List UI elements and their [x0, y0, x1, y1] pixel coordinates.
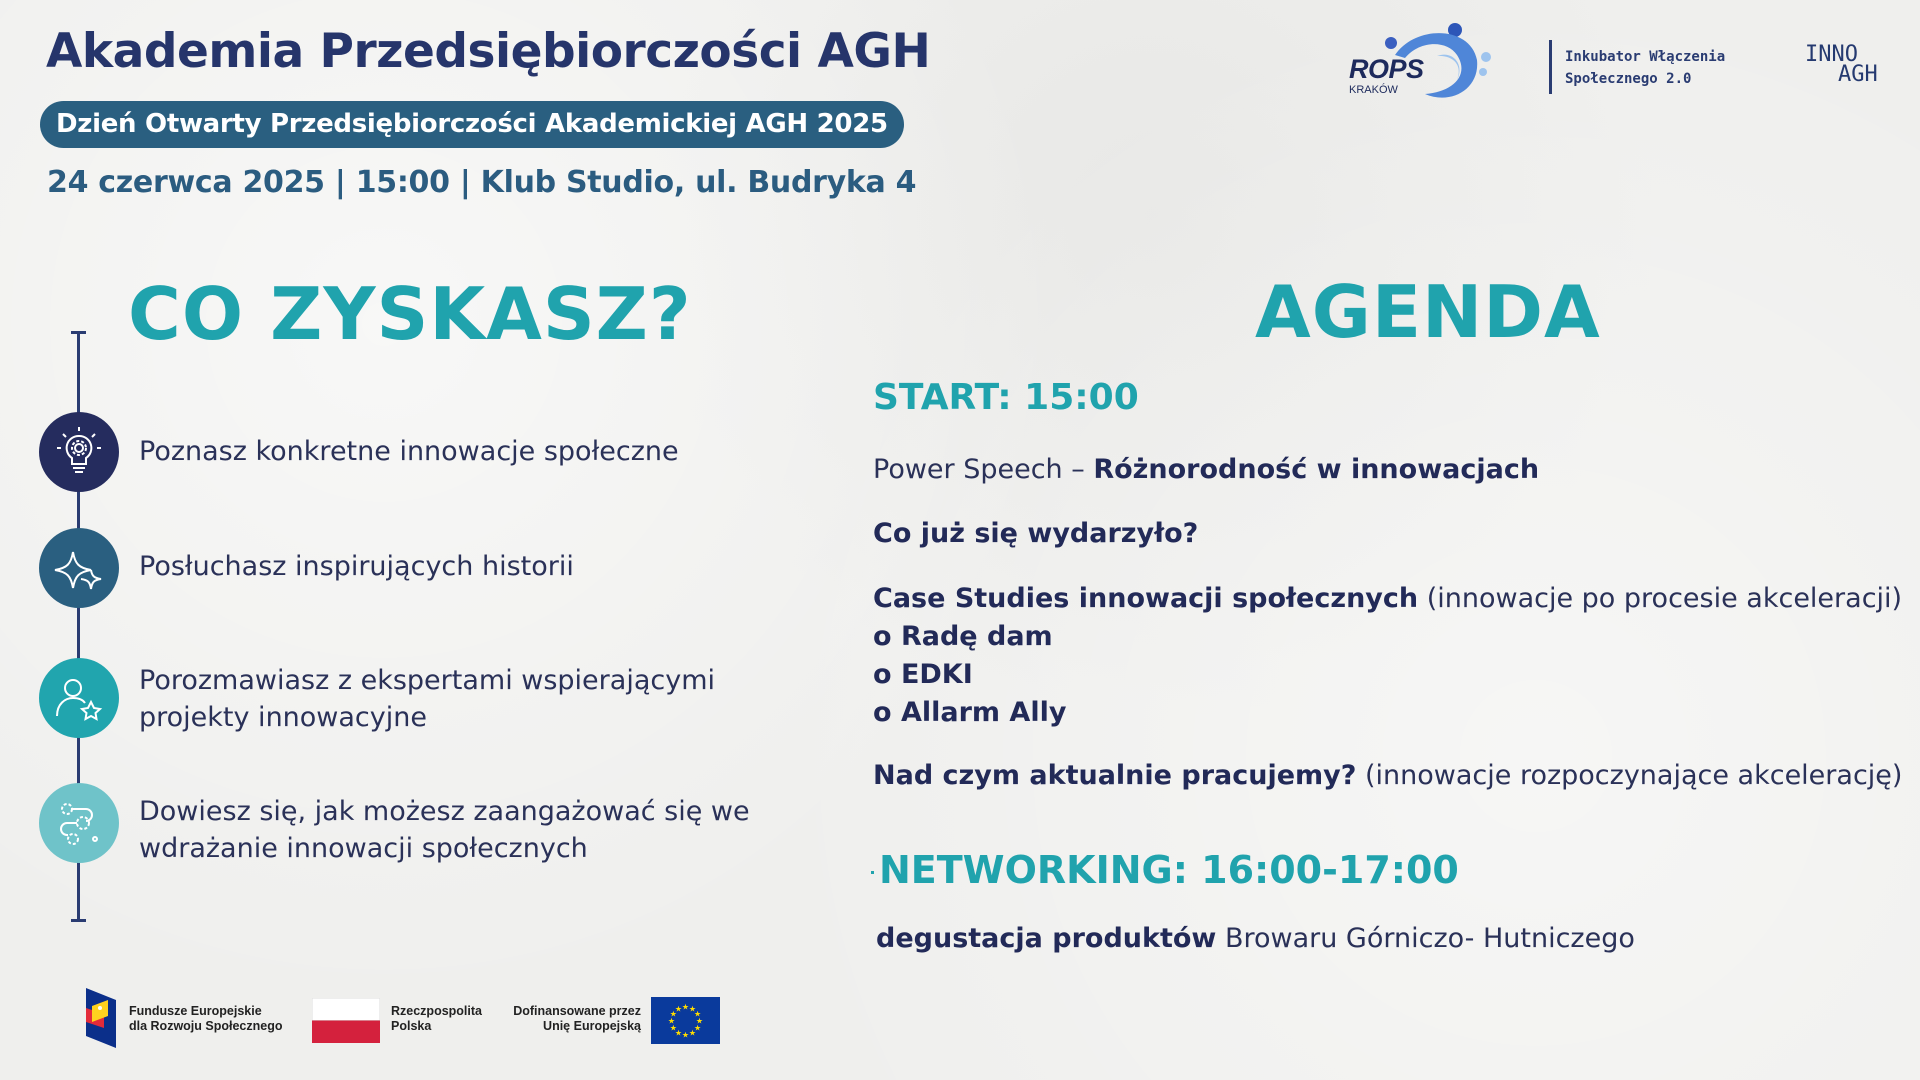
inno-agh-logo-top: INNO: [1805, 42, 1858, 67]
decorative-dot: [871, 871, 874, 874]
poland-logo-text: Rzeczpospolita Polska: [391, 1004, 482, 1033]
rops-logo: [1345, 20, 1495, 102]
inno-agh-logo-bottom: AGH: [1838, 62, 1878, 87]
agenda-item-case-studies: [873, 580, 1902, 618]
page-title: Akademia Przedsiębiorczości AGH: [46, 24, 931, 79]
benefit-icon-circle: [39, 528, 119, 608]
inno-agh-logo: [1805, 42, 1905, 90]
eu-star-icon: ★: [681, 1030, 690, 1040]
what-happened-label: Co już się wydarzyło?: [873, 518, 1199, 549]
benefit-text: Dowiesz się, jak możesz zaangażować się we wdrażanie innowacji społecznych: [139, 796, 750, 864]
tasting-detail: Browaru Górniczo- Hutniczego: [1216, 923, 1635, 954]
event-subtitle-badge: Dzień Otwarty Przedsiębiorczości Akademickiej AGH 2025: [40, 101, 904, 148]
eu-star-icon: ★: [669, 1009, 677, 1019]
benefit-icon-circle: [39, 658, 119, 738]
benefit-text: Poznasz konkretne innowacje społeczne: [139, 436, 679, 467]
benefit-icon-circle: [39, 412, 119, 492]
eu-star-icon: ★: [681, 1002, 690, 1012]
benefits-title: CO ZYSKASZ?: [128, 272, 692, 356]
timeline-cap-top: [71, 331, 86, 334]
eu-star-icon: ★: [669, 1023, 677, 1033]
eu-star-icon: ★: [688, 1004, 697, 1014]
eu-star-icon: ★: [674, 1028, 683, 1038]
logo-divider: [1549, 40, 1552, 94]
eu-star-icon: ★: [694, 1009, 702, 1019]
fundusze-europejskie-logo: [86, 988, 116, 1048]
agenda-title: AGENDA: [1255, 270, 1601, 354]
eu-logo-text: Dofinansowane przez Unię Europejską: [513, 1004, 641, 1033]
eu-flag-icon: [651, 997, 720, 1044]
eu-star-icon: ★: [667, 1016, 676, 1026]
agenda-networking-time: NETWORKING: 16:00-17:00: [879, 848, 1459, 892]
lightbulb-gear-icon: [51, 424, 107, 480]
benefit-text: Porozmawiasz z ekspertami wspierającymi projekty innowacyjne: [139, 665, 715, 733]
agenda-item-what-happened: [873, 515, 1198, 553]
power-speech-prefix: Power Speech –: [873, 454, 1094, 485]
eu-star-icon: ★: [694, 1023, 702, 1033]
eu-star-icon: ★: [695, 1016, 704, 1026]
user-star-icon: [51, 670, 107, 726]
sparkles-icon: [51, 540, 107, 596]
agenda-start-time: START: 15:00: [873, 377, 1139, 418]
poland-flag-icon: [312, 998, 380, 1043]
fe-logo-text: Fundusze Europejskie dla Rozwoju Społecznego: [129, 1004, 283, 1033]
case-studies-note: (innowacje po procesie akceleracji): [1418, 583, 1903, 614]
timeline-cap-bottom: [71, 919, 86, 922]
eu-star-icon: ★: [688, 1028, 697, 1038]
agenda-item-power-speech: [873, 451, 1539, 489]
event-date-location: 24 czerwca 2025 | 15:00 | Klub Studio, ul. Budryka 4: [47, 165, 917, 200]
benefit-text: Posłuchasz inspirujących historii: [139, 551, 574, 582]
benefit-icon-circle: [39, 783, 119, 863]
tasting-label: degustacja produktów: [876, 923, 1217, 954]
case-study-item: o Allarm Ally: [873, 697, 1067, 728]
fe-flag-icon: [86, 988, 116, 1048]
workflow-gears-icon: [51, 795, 107, 851]
rops-city: KRAKÓW: [1349, 84, 1398, 96]
current-work-note: (innowacje rozpoczynające akcelerację): [1356, 760, 1903, 791]
agenda-item-tasting: [876, 920, 1635, 958]
inkubator-logo-text: Inkubator Włączenia Społecznego 2.0: [1565, 49, 1726, 87]
case-study-item: o EDKI: [873, 659, 973, 690]
rops-name: ROPS: [1349, 54, 1424, 84]
agenda-item-current-work: [873, 757, 1902, 795]
current-work-label: Nad czym aktualnie pracujemy?: [873, 760, 1357, 791]
eu-star-icon: ★: [674, 1004, 683, 1014]
case-study-item: o Radę dam: [873, 621, 1053, 652]
case-studies-label: Case Studies innowacji społecznych: [873, 583, 1419, 614]
power-speech-title: Różnorodność w innowacjach: [1093, 454, 1540, 485]
